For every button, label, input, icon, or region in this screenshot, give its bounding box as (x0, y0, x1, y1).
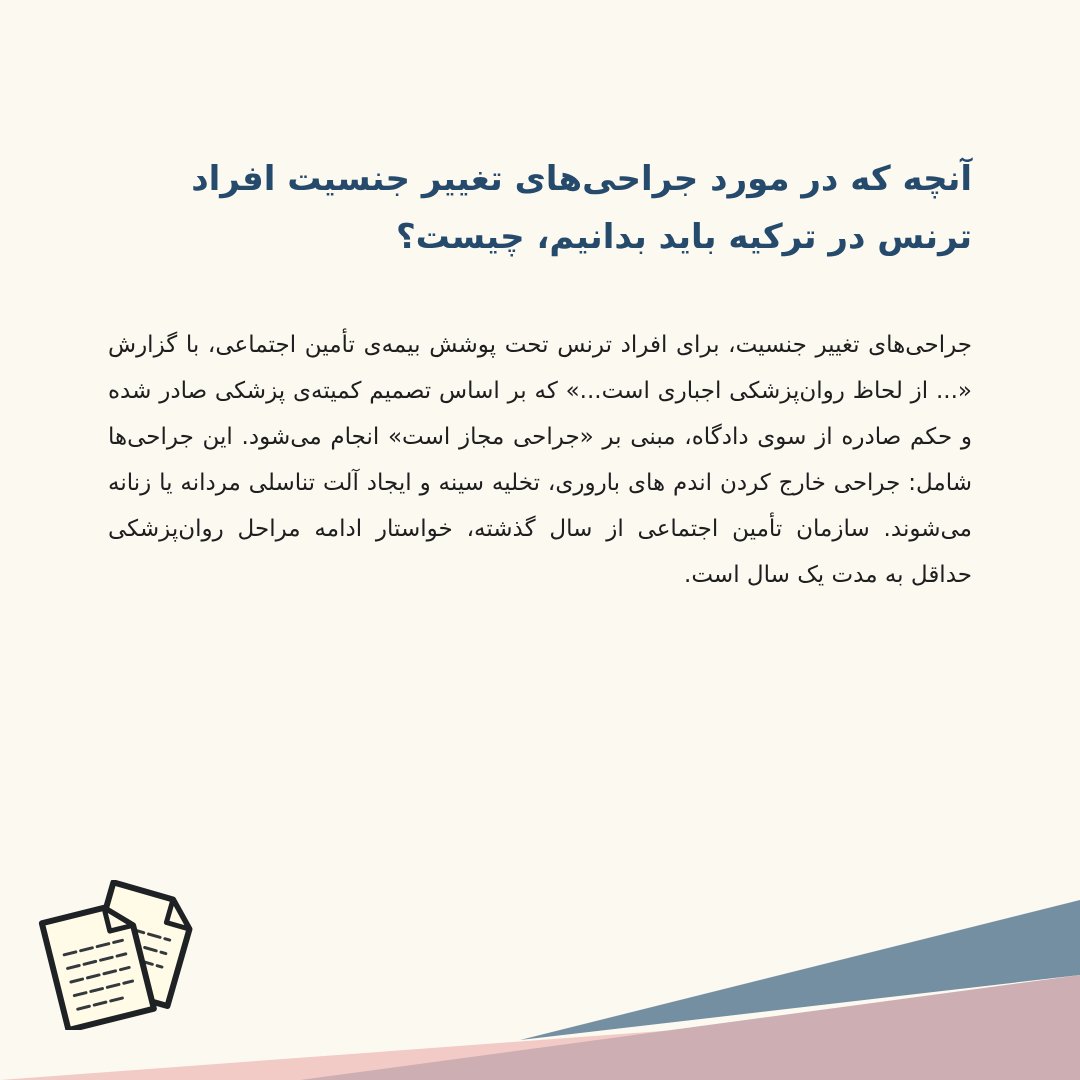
slide-title: آنچه که در مورد جراحی‌های تغییر جنسیت افراد ترنس در ترکیه باید بدانیم، چیست؟ (191, 159, 972, 257)
slide-paragraph: جراحی‌های تغییر جنسیت، برای افراد ترنس تحت پوشش بیمه‌ی تأمین اجتماعی، با گزارش «... از لحاظ روان‌پزشکی اجباری است...» که بر اساس تصمیم کمیته‌ی پزشکی صادر شده و حکم صادره از سوی دادگاه، مبنی بر «جراحی مجاز است» انجام می‌شود. این جراحی‌ها شامل: جراحی خارج کردن اندم های باروری، تخلیه سینه و ایجاد آلت تناسلی مردانه یا زنانه می‌شوند. سازمان تأمین اجتماعی از سال گذشته، خواستار ادامه مراحل روان‌پزشکی حداقل به مدت یک سال است. (108, 332, 972, 588)
blue-stripe (520, 900, 1080, 1040)
mauve-stripe (300, 975, 1080, 1080)
documents-icon (30, 880, 200, 1030)
